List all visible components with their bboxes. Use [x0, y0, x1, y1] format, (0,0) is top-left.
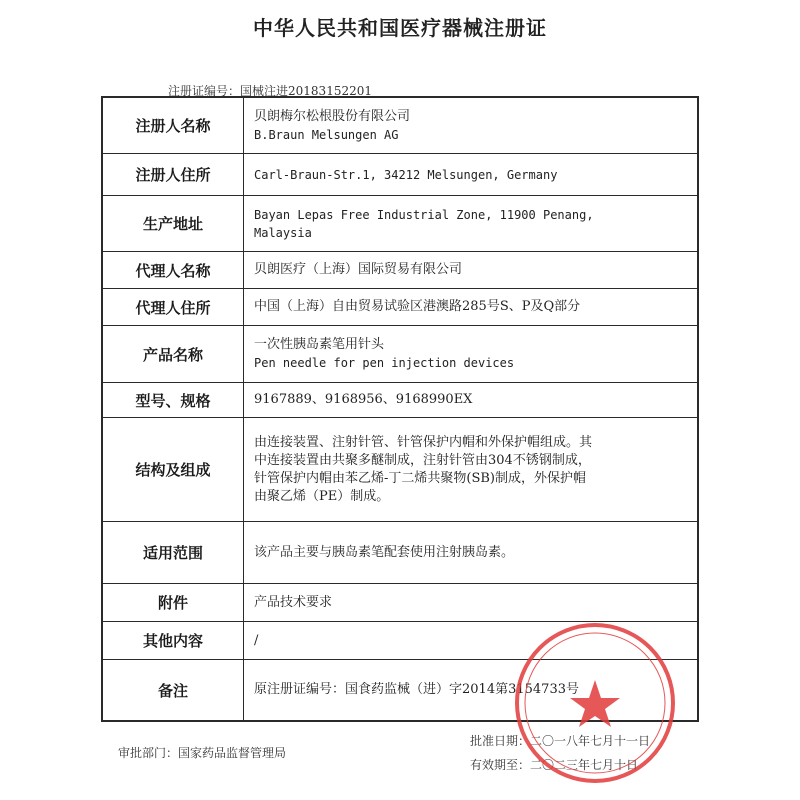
row-registrant-address — [103, 154, 697, 196]
row-label: 生产地址 — [103, 196, 244, 251]
document-title: 中华人民共和国医疗器械注册证 — [253, 16, 547, 40]
expiry-date-value: 二〇二三年七月十日 — [530, 758, 639, 772]
row-label: 适用范围 — [103, 522, 244, 583]
value-line: 中连接装置由共聚多醚制成，注射针管由304不锈钢制成， — [254, 452, 591, 468]
row-value — [244, 418, 697, 521]
row-production-address — [103, 196, 697, 252]
approval-authority — [118, 744, 286, 761]
approval-date-label: 批准日期： — [470, 734, 531, 748]
value-line: 产品技术要求 — [254, 594, 333, 610]
row-structure — [103, 418, 697, 522]
row-label: 代理人住所 — [103, 289, 244, 325]
approval-date-value: 二〇一八年七月十一日 — [530, 734, 651, 748]
value-line: 由连接装置、注射针管、针管保护内帽和外保护帽组成。其 — [254, 434, 593, 450]
row-label: 注册人名称 — [103, 98, 244, 153]
row-label: 代理人名称 — [103, 252, 244, 288]
row-value — [244, 584, 697, 621]
row-attachment — [103, 584, 697, 622]
row-value — [244, 196, 697, 251]
row-value — [244, 326, 697, 382]
row-value — [244, 154, 697, 195]
row-value — [244, 252, 697, 288]
row-agent-address — [103, 289, 697, 326]
row-label: 备注 — [103, 660, 244, 720]
authority-value: 国家药品监督管理局 — [178, 746, 287, 760]
value-line: 中国（上海）自由贸易试验区港澳路285号S、P及Q部分 — [254, 299, 581, 314]
registration-number-value: 国械注进20183152201 — [240, 84, 372, 98]
value-line: Carl-Braun-Str.1, 34212 Melsungen, Germany — [254, 167, 558, 182]
value-line: 由聚乙烯（PE）制成。 — [254, 488, 390, 504]
row-product-name — [103, 326, 697, 383]
row-value — [244, 522, 697, 583]
expiry-date-label: 有效期至： — [470, 758, 531, 772]
row-label: 结构及组成 — [103, 418, 244, 521]
row-label: 型号、规格 — [103, 383, 244, 417]
row-value — [244, 289, 697, 325]
row-value — [244, 383, 697, 417]
authority-label: 审批部门： — [118, 746, 179, 760]
value-line: Bayan Lepas Free Industrial Zone, 11900 Penang, — [254, 207, 594, 222]
value-line: / — [254, 632, 259, 648]
seal-star-icon — [570, 680, 620, 727]
value-line: 贝朗梅尔松根股份有限公司 — [254, 108, 411, 124]
value-line: 针管保护内帽由苯乙烯-丁二烯共聚物(SB)制成，外保护帽 — [254, 470, 586, 486]
registration-number-label: 注册证编号： — [168, 84, 241, 98]
row-label: 其他内容 — [103, 622, 244, 659]
value-line: 该产品主要与胰岛素笔配套使用注射胰岛素。 — [254, 544, 515, 560]
value-line: Malaysia — [254, 225, 312, 240]
row-agent-name — [103, 252, 697, 289]
row-scope — [103, 522, 697, 584]
value-line: B.Braun Melsungen AG — [254, 127, 399, 142]
value-line: 9167889、9168956、9168990EX — [254, 392, 473, 407]
value-line: 原注册证编号：国食药监械（进）字2014第3154733号 — [254, 682, 579, 697]
row-model-spec — [103, 383, 697, 418]
row-registrant-name — [103, 98, 697, 154]
value-line: Pen needle for pen injection devices — [254, 356, 515, 370]
value-line: 贝朗医疗（上海）国际贸易有限公司 — [254, 262, 463, 277]
row-label: 附件 — [103, 584, 244, 621]
row-value — [244, 98, 697, 153]
value-line: 一次性胰岛素笔用针头 — [254, 337, 385, 352]
official-seal-stamp — [510, 618, 680, 788]
row-label: 产品名称 — [103, 326, 244, 382]
row-label: 注册人住所 — [103, 154, 244, 195]
